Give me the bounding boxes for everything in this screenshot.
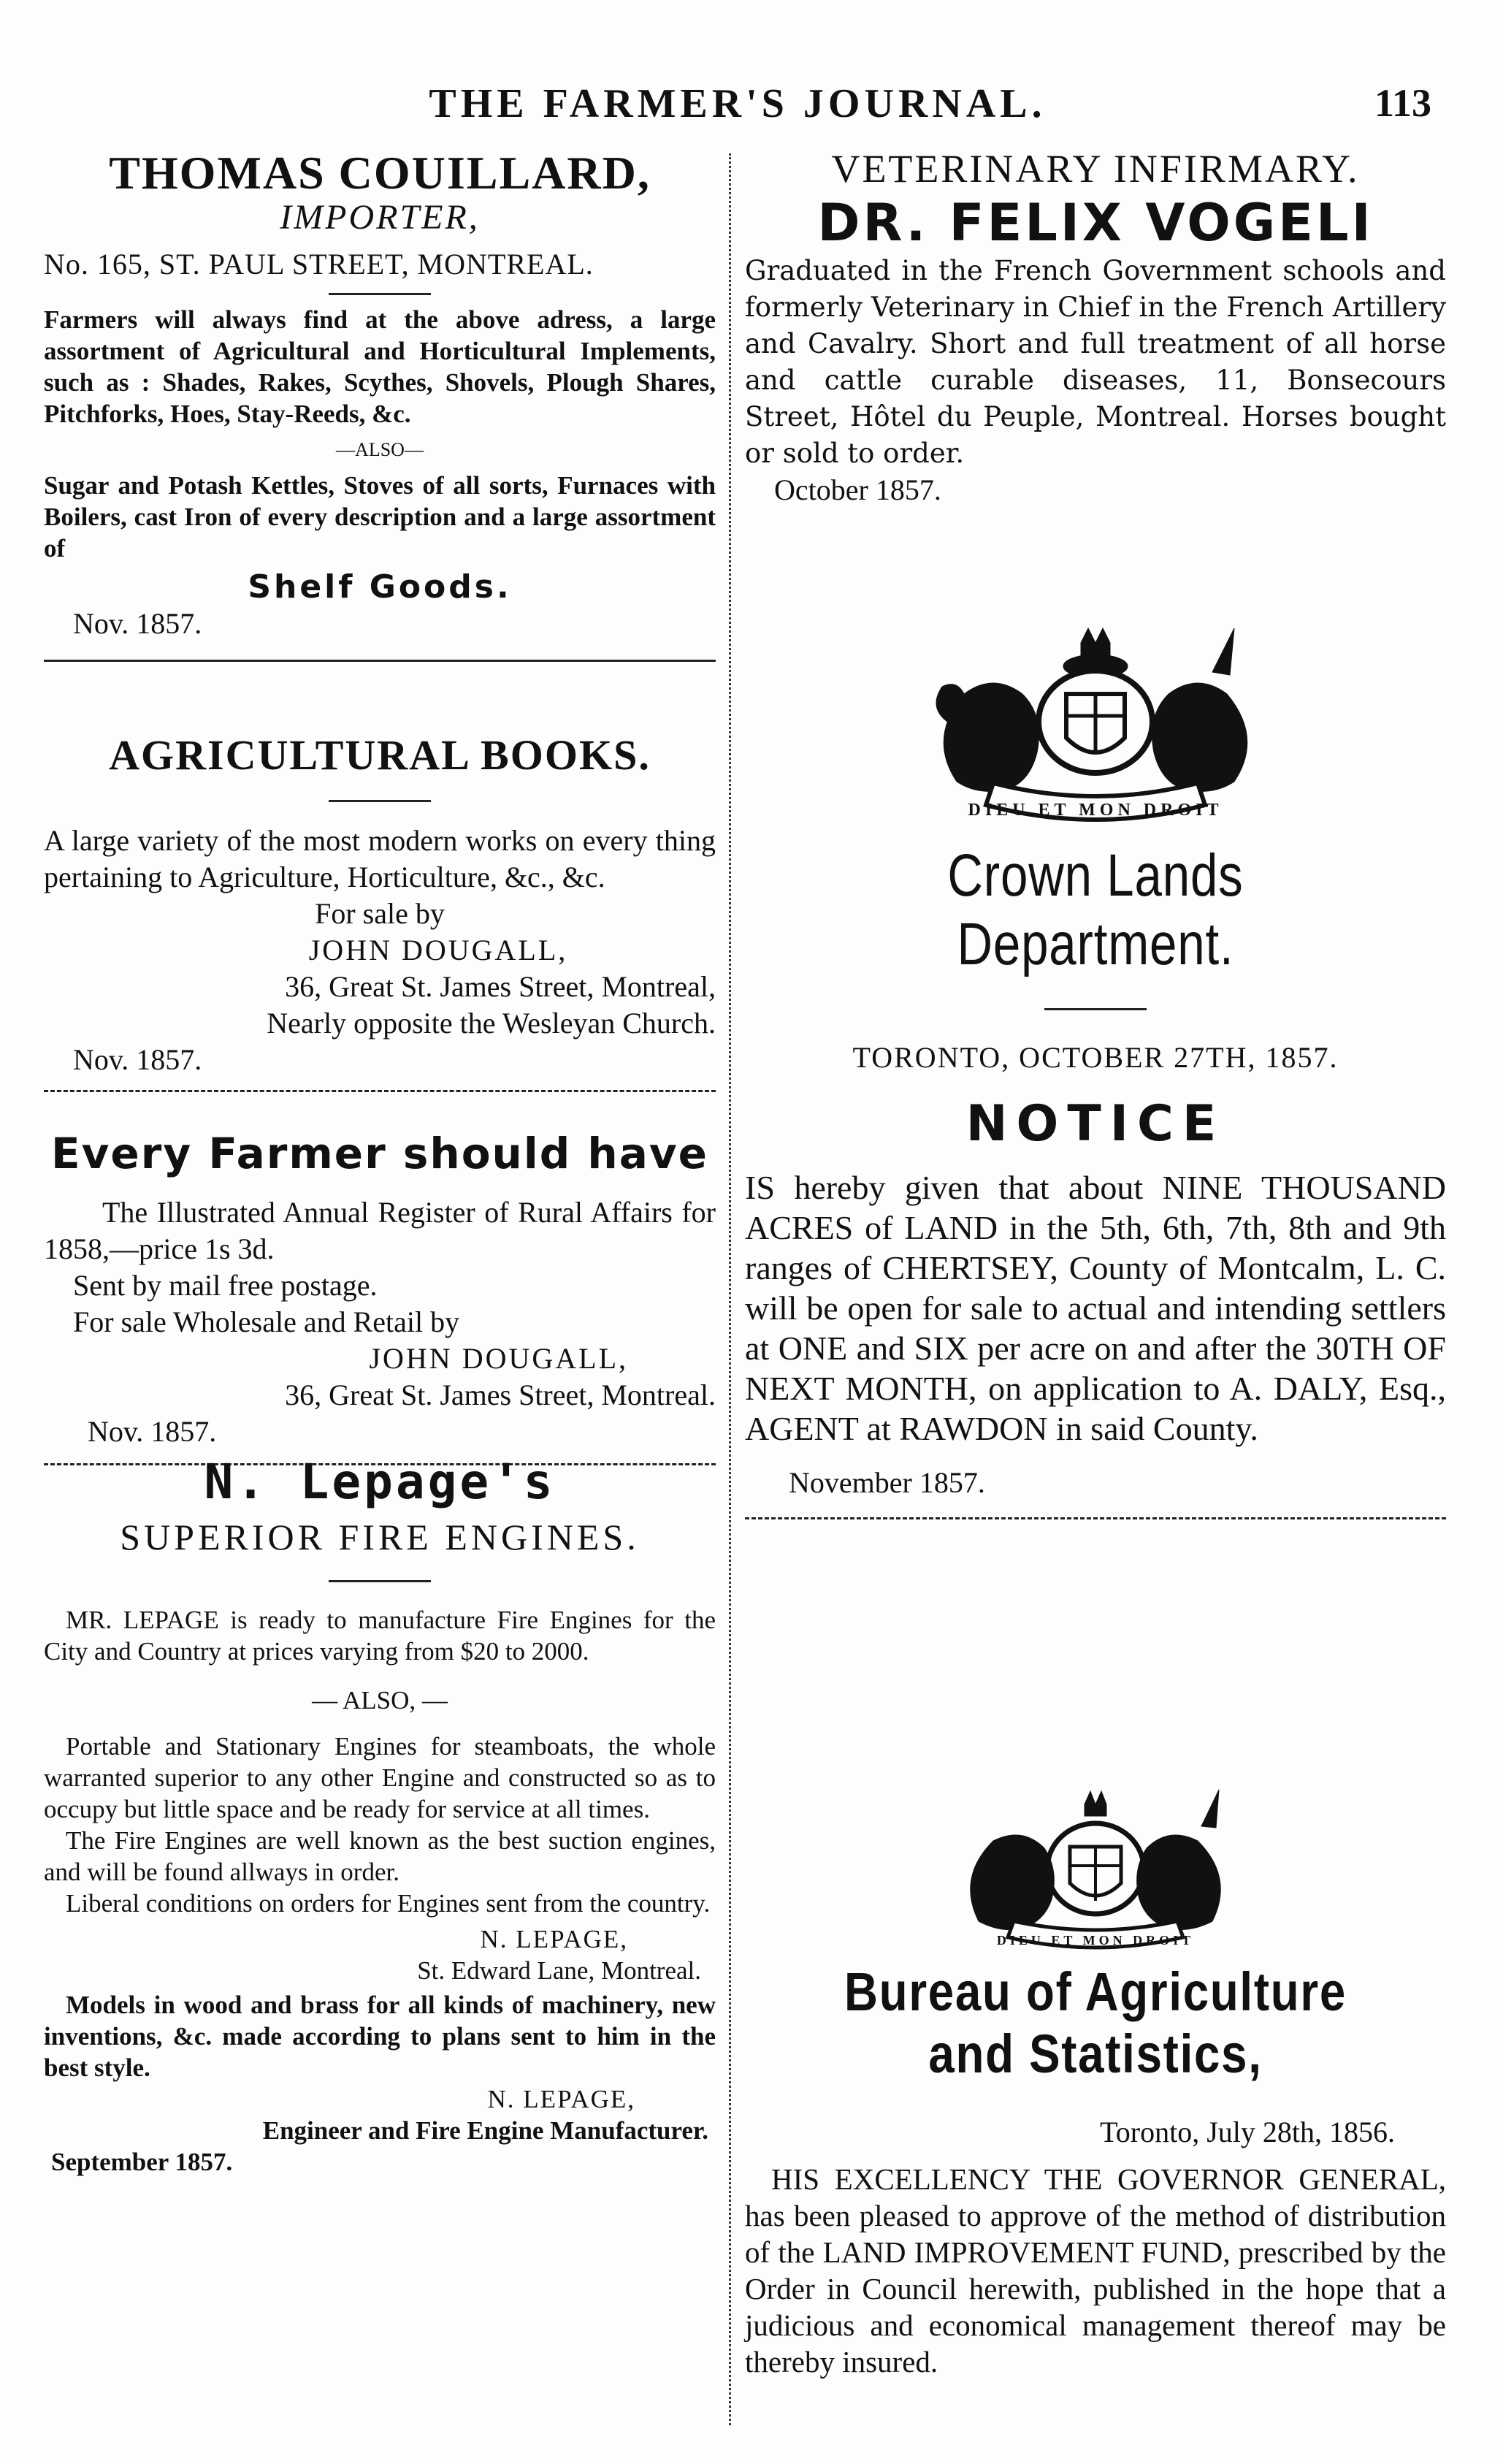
ad-lepage-sig2-title: Engineer and Fire Engine Manufacturer. xyxy=(262,2116,708,2145)
divider xyxy=(329,800,431,802)
ad-couillard-date: Nov. 1857. xyxy=(73,607,202,640)
divider xyxy=(329,293,431,295)
ad-couillard-body2: Sugar and Potash Kettles, Stoves of all sorts, Furnaces with Boilers, cast Iron of every description and a large assortment of xyxy=(44,471,716,562)
ad-crown-dateline: TORONTO, OCTOBER 27TH, 1857. xyxy=(852,1041,1339,1074)
ad-couillard-goods: Shelf Goods. xyxy=(248,568,512,606)
ad-lepage-title: N. Lepage's xyxy=(204,1454,556,1510)
ad-books xyxy=(44,731,716,1092)
ad-farmer-address: 36, Great St. James Street, Montreal. xyxy=(285,1378,716,1411)
ad-lepage-body3: The Fire Engines are well known as the best suction engines, and will be found allways in order. xyxy=(44,1826,716,1886)
divider xyxy=(745,1517,1446,1519)
ad-books-body: A large variety of the most modern works on every thing pertaining to Agriculture, Horticulture, &c., &c. xyxy=(44,824,716,893)
ad-lepage xyxy=(44,1454,716,2178)
ad-books-date: Nov. 1857. xyxy=(73,1043,202,1076)
ad-books-seller: JOHN DOUGALL, xyxy=(308,934,568,966)
ad-couillard-address: No. 165, ST. PAUL STREET, MONTREAL. xyxy=(44,248,594,281)
ad-lepage-also: — ALSO, — xyxy=(312,1686,448,1714)
ad-bureau xyxy=(745,1782,1446,2380)
divider xyxy=(44,1090,716,1092)
divider xyxy=(329,1580,431,1582)
running-title: THE FARMER'S JOURNAL. xyxy=(429,81,1047,126)
ad-couillard-name: THOMAS COUILLARD, xyxy=(109,147,651,199)
ad-farmer xyxy=(44,1129,716,1465)
divider xyxy=(44,660,716,662)
ad-bureau-title-2: and Statistics, xyxy=(928,2024,1263,2084)
ad-bureau-title-1: Bureau of Agriculture xyxy=(844,1961,1347,2022)
ad-lepage-body2: Portable and Stationary Engines for steamboats, the whole warranted superior to any other Engine and constructed so as to occupy but little space and be ready for service at all times. xyxy=(44,1732,716,1823)
ad-farmer-date: Nov. 1857. xyxy=(88,1415,217,1448)
divider xyxy=(1044,1008,1147,1010)
ad-farmer-seller: JOHN DOUGALL, xyxy=(369,1342,628,1375)
royal-arms-emblem-icon xyxy=(906,614,1285,825)
ad-couillard-body: Farmers will always find at the above adress, a large assortment of Agricultural and Horticultural Implements, such as : Shades, Rakes, Scythes, Shovels, Plough Shares, Pitchforks, Hoes, Stay-Reeds, &c. xyxy=(44,305,716,428)
right-column xyxy=(745,146,1446,2440)
ad-books-near: Nearly opposite the Wesleyan Church. xyxy=(267,1007,716,1040)
ad-couillard xyxy=(44,146,716,662)
column-divider xyxy=(729,153,731,2425)
ad-crown-lands xyxy=(745,614,1446,1519)
ad-couillard-role: IMPORTER, xyxy=(280,198,480,237)
ad-lepage-body5: Models in wood and brass for all kinds of machinery, new inventions, &c. made according to plans sent to him in the best style. xyxy=(44,1991,716,2082)
ad-books-title: AGRICULTURAL BOOKS. xyxy=(109,731,651,779)
ad-bureau-body: HIS EXCELLENCY THE GOVERNOR GENERAL, has been pleased to approve of the method of distribution of the LAND IMPROVEMENT FUND, prescribed by the Order in Council herewith, published in the hope that a judicious and economical management thereof may be thereby insured. xyxy=(745,2162,1446,2379)
page-header xyxy=(44,80,1431,139)
ad-crown-notice: NOTICE xyxy=(965,1095,1225,1153)
ad-bureau-dateline: Toronto, July 28th, 1856. xyxy=(1100,2116,1395,2148)
ad-farmer-title: Every Farmer should have xyxy=(50,1129,709,1178)
ad-lepage-sig2: N. LEPAGE, xyxy=(487,2085,635,2113)
ad-farmer-line3: For sale Wholesale and Retail by xyxy=(73,1305,460,1338)
page-number: 113 xyxy=(1374,81,1431,125)
ad-crown-title: Crown Lands Department. xyxy=(947,842,1244,977)
ad-farmer-line1: The Illustrated Annual Register of Rural Affairs for 1858,—price 1s 3d. xyxy=(44,1196,716,1265)
ad-couillard-also: —ALSO— xyxy=(336,439,424,460)
emblem-motto: DIEU ET MON DROIT xyxy=(996,1933,1195,1948)
emblem-motto: DIEU ET MON DROIT xyxy=(968,801,1223,820)
royal-arms-emblem-icon xyxy=(920,1782,1271,1950)
ad-lepage-body4: Liberal conditions on orders for Engines sent from the country. xyxy=(66,1889,711,1918)
ad-vet-title: VETERINARY INFIRMARY. xyxy=(831,147,1360,191)
ad-crown-date: November 1857. xyxy=(789,1466,985,1499)
ad-lepage-sig1: N. LEPAGE, xyxy=(480,1925,628,1953)
ad-lepage-subtitle: SUPERIOR FIRE ENGINES. xyxy=(120,1517,640,1557)
ad-lepage-date: September 1857. xyxy=(51,2148,233,2176)
ad-vet-name: DR. FELIX VOGELI xyxy=(817,193,1374,253)
ad-lepage-sig1-address: St. Edward Lane, Montreal. xyxy=(417,1956,701,1985)
ad-books-address: 36, Great St. James Street, Montreal, xyxy=(285,970,716,1003)
ad-crown-body: IS hereby given that about NINE THOUSAND ACRES of LAND in the 5th, 6th, 7th, 8th and 9th ranges of CHERTSEY, County of Montcalm, L. C. will be open for sale to actual and intending settlers at ONE and SIX per acre on and after the 30TH OF NEXT MONTH, on application to A. DALY, Esq., AGENT at RAWDON in said County. xyxy=(745,1169,1446,1447)
left-column xyxy=(44,146,716,2440)
ad-vet-body: Graduated in the French Government schools and formerly Veterinary in Chief in the French Artillery and Cavalry. Short and full treatment of all horse and cattle curable diseases, 11, Bonsecours Street, Hôtel du Peuple, Montreal. Horses bought or sold to order. xyxy=(745,255,1446,469)
ad-books-sale: For sale by xyxy=(315,897,445,930)
ad-lepage-body1: MR. LEPAGE is ready to manufacture Fire Engines for the City and Country at prices varying from $20 to 2000. xyxy=(44,1606,716,1666)
ad-farmer-line2: Sent by mail free postage. xyxy=(73,1269,378,1302)
ad-veterinary xyxy=(745,146,1446,508)
ad-vet-date: October 1857. xyxy=(774,473,941,506)
